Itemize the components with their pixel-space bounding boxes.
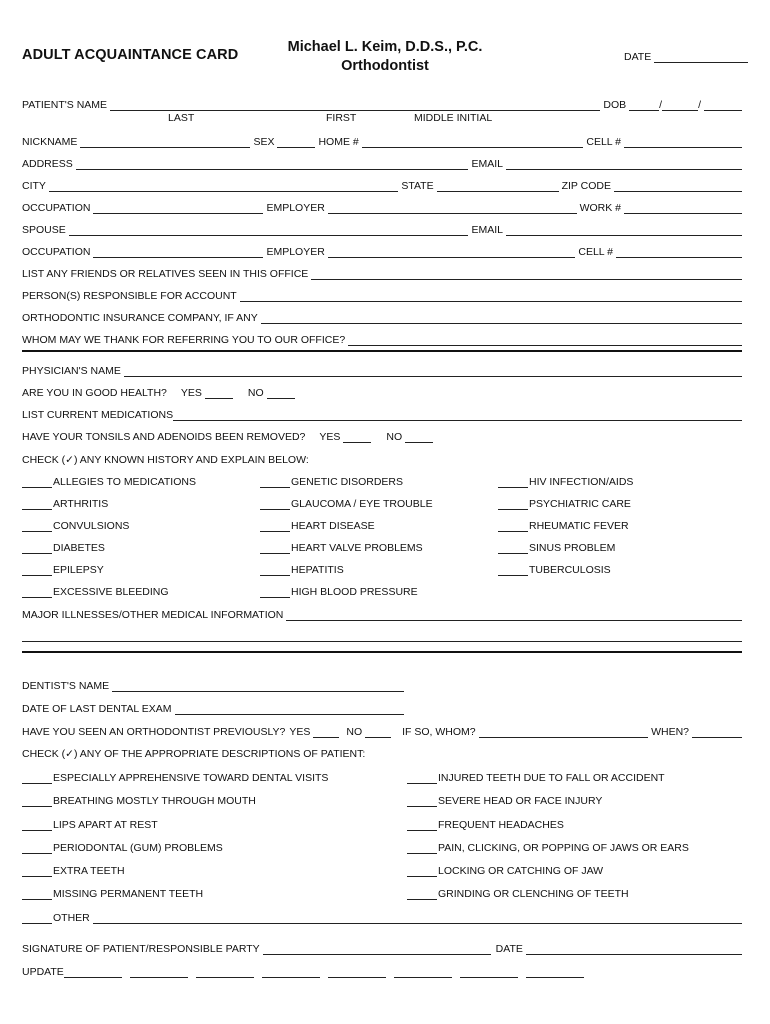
spouse-occupation-row — [22, 244, 742, 258]
dentist-row — [22, 678, 404, 692]
dob-slash-2: / — [698, 99, 701, 111]
update-line-7[interactable] — [460, 967, 518, 978]
orthodontist-whom-line[interactable] — [479, 727, 648, 738]
history-instructions-row — [22, 452, 742, 466]
zip-label: ZIP CODE — [561, 180, 611, 192]
friends-label: LIST ANY FRIENDS OR RELATIVES SEEN IN THIS OFFICE — [22, 268, 309, 280]
city-line[interactable] — [49, 181, 398, 192]
work-phone-line[interactable] — [624, 203, 742, 214]
description-check-line[interactable] — [22, 889, 52, 900]
condition-item — [260, 496, 433, 510]
patient-name-row — [22, 97, 742, 111]
description-item — [22, 886, 203, 900]
sub-label-middle: MIDDLE INITIAL — [414, 112, 493, 124]
spouse-cell-label: CELL # — [578, 246, 613, 258]
condition-check-line[interactable] — [22, 521, 52, 532]
city-row — [22, 178, 742, 192]
condition-check-line[interactable] — [22, 543, 52, 554]
condition-label: HIGH BLOOD PRESSURE — [291, 586, 418, 598]
referral-row — [22, 332, 742, 346]
spouse-row — [22, 222, 742, 236]
insurance-label: ORTHODONTIC INSURANCE COMPANY, IF ANY — [22, 312, 258, 324]
patient-name-label: PATIENT'S NAME — [22, 99, 108, 111]
description-check-line[interactable] — [407, 843, 437, 854]
update-line-4[interactable] — [262, 967, 320, 978]
tonsils-no-label: NO — [386, 431, 403, 443]
description-item — [407, 793, 602, 807]
condition-label: HIV INFECTION/AIDS — [529, 476, 634, 488]
description-label: LOCKING OR CATCHING OF JAW — [438, 865, 604, 877]
description-label: FREQUENT HEADACHES — [438, 819, 564, 831]
last-exam-label: DATE OF LAST DENTAL EXAM — [22, 703, 172, 715]
signature-row — [22, 941, 742, 955]
orthodontist-no-label: NO — [346, 726, 363, 738]
nickname-line[interactable] — [80, 137, 250, 148]
condition-label: TUBERCULOSIS — [529, 564, 611, 576]
description-check-line[interactable] — [407, 796, 437, 807]
condition-check-line[interactable] — [260, 477, 290, 488]
dob-slash-1: / — [659, 99, 663, 111]
description-item — [22, 863, 125, 877]
cell-phone-label: CELL # — [586, 136, 621, 148]
condition-item — [22, 562, 104, 576]
description-check-line[interactable] — [22, 843, 52, 854]
dob-label: DOB — [603, 99, 627, 111]
condition-check-line[interactable] — [498, 565, 528, 576]
condition-check-line[interactable] — [498, 499, 528, 510]
condition-label: RHEUMATIC FEVER — [529, 520, 629, 532]
condition-check-line[interactable] — [22, 587, 52, 598]
condition-check-line[interactable] — [22, 499, 52, 510]
employer-label: EMPLOYER — [266, 202, 325, 214]
physician-line[interactable] — [124, 366, 742, 377]
condition-check-line[interactable] — [260, 499, 290, 510]
insurance-line[interactable] — [261, 313, 742, 324]
condition-check-line[interactable] — [260, 521, 290, 532]
other-line[interactable] — [93, 913, 742, 924]
major-illness-row — [22, 607, 742, 621]
condition-check-line[interactable] — [260, 587, 290, 598]
orthodontist-row — [22, 724, 742, 738]
description-check-line[interactable] — [22, 866, 52, 877]
email-line[interactable] — [506, 159, 742, 170]
spouse-employer-line[interactable] — [328, 247, 576, 258]
condition-item — [498, 474, 633, 488]
tonsils-row — [22, 429, 742, 443]
cell-phone-line[interactable] — [624, 137, 742, 148]
condition-label: EPILEPSY — [53, 564, 104, 576]
home-phone-line[interactable] — [362, 137, 584, 148]
description-item — [22, 817, 158, 831]
date-input-line[interactable] — [654, 52, 748, 63]
major-illness-extra-line[interactable] — [22, 641, 742, 642]
other-row — [22, 910, 742, 924]
description-item — [22, 793, 256, 807]
good-health-label: ARE YOU IN GOOD HEALTH? — [22, 387, 167, 399]
update-line-2[interactable] — [130, 967, 188, 978]
dentist-label: DENTIST'S NAME — [22, 680, 110, 692]
form-title: ADULT ACQUAINTANCE CARD — [22, 47, 239, 63]
dob-year-line[interactable] — [704, 100, 742, 111]
date-label: DATE — [624, 51, 652, 63]
description-label: PAIN, CLICKING, OR POPPING OF JAWS OR EARS — [438, 842, 689, 854]
description-item — [407, 886, 629, 900]
nickname-row — [22, 134, 742, 148]
description-check-line[interactable] — [407, 866, 437, 877]
condition-check-line[interactable] — [260, 543, 290, 554]
orthodontist-yes-label: YES — [289, 726, 311, 738]
condition-label: EXCESSIVE BLEEDING — [53, 586, 169, 598]
referral-label: WHOM MAY WE THANK FOR REFERRING YOU TO OUR OFFICE? — [22, 334, 346, 346]
medications-label: LIST CURRENT MEDICATIONS — [22, 409, 174, 421]
condition-check-line[interactable] — [22, 565, 52, 576]
sex-line[interactable] — [277, 137, 315, 148]
description-check-line[interactable] — [22, 796, 52, 807]
description-label: ESPECIALLY APPREHENSIVE TOWARD DENTAL VISITS — [53, 772, 329, 784]
description-item — [407, 840, 689, 854]
orthodontist-yes-line[interactable] — [313, 727, 339, 738]
good-health-no-line[interactable] — [267, 388, 295, 399]
description-label: BREATHING MOSTLY THROUGH MOUTH — [53, 795, 256, 807]
description-item — [407, 863, 603, 877]
major-illness-line[interactable] — [286, 610, 742, 621]
section-divider-2 — [22, 651, 742, 653]
description-label: MISSING PERMANENT TEETH — [53, 888, 204, 900]
spouse-occupation-label: OCCUPATION — [22, 246, 91, 258]
spouse-employer-label: EMPLOYER — [266, 246, 325, 258]
zip-line[interactable] — [614, 181, 742, 192]
patient-name-line[interactable] — [110, 100, 600, 111]
description-label: SEVERE HEAD OR FACE INJURY — [438, 795, 603, 807]
condition-label: HEPATITIS — [291, 564, 344, 576]
friends-row — [22, 266, 742, 280]
responsible-line[interactable] — [240, 291, 742, 302]
insurance-row — [22, 310, 742, 324]
update-line-6[interactable] — [394, 967, 452, 978]
good-health-no-label: NO — [247, 387, 264, 399]
sub-label-last: LAST — [168, 112, 195, 124]
spouse-occupation-line[interactable] — [93, 247, 263, 258]
condition-item — [260, 518, 375, 532]
condition-item — [498, 496, 631, 510]
doctor-name: Michael L. Keim, D.D.S., P.C. — [287, 39, 483, 55]
condition-item — [498, 540, 615, 554]
condition-item — [22, 540, 105, 554]
description-item — [407, 770, 665, 784]
history-check-label: CHECK (✓) ANY KNOWN HISTORY AND EXPLAIN BELOW: — [22, 454, 309, 466]
occupation-row — [22, 200, 742, 214]
condition-label: CONVULSIONS — [53, 520, 130, 532]
referral-line[interactable] — [348, 335, 742, 346]
last-exam-row — [22, 701, 404, 715]
signature-label: SIGNATURE OF PATIENT/RESPONSIBLE PARTY — [22, 943, 260, 955]
last-exam-line[interactable] — [175, 704, 404, 715]
friends-line[interactable] — [311, 269, 742, 280]
condition-item — [22, 584, 169, 598]
other-label: OTHER — [53, 912, 90, 924]
state-line[interactable] — [437, 181, 559, 192]
condition-item — [260, 584, 418, 598]
condition-check-line[interactable] — [498, 543, 528, 554]
good-health-yes-label: YES — [180, 387, 202, 399]
spouse-line[interactable] — [69, 225, 469, 236]
update-line-8[interactable] — [526, 967, 584, 978]
tonsils-label: HAVE YOUR TONSILS AND ADENOIDS BEEN REMOVED? — [22, 431, 306, 443]
description-label: EXTRA TEETH — [53, 865, 125, 877]
employer-line[interactable] — [328, 203, 577, 214]
condition-item — [260, 562, 344, 576]
description-item — [407, 817, 564, 831]
description-label: INJURED TEETH DUE TO FALL OR ACCIDENT — [438, 772, 665, 784]
orthodontist-when-line[interactable] — [692, 727, 742, 738]
major-illness-label: MAJOR ILLNESSES/OTHER MEDICAL INFORMATION — [22, 609, 284, 621]
orthodontist-no-line[interactable] — [365, 727, 391, 738]
medications-line[interactable] — [173, 410, 742, 421]
description-label: GRINDING OR CLENCHING OF TEETH — [438, 888, 629, 900]
responsible-label: PERSON(S) RESPONSIBLE FOR ACCOUNT — [22, 290, 237, 302]
occupation-line[interactable] — [93, 203, 263, 214]
tonsils-yes-label: YES — [319, 431, 341, 443]
address-row — [22, 156, 742, 170]
city-label: CITY — [22, 180, 46, 192]
condition-label: DIABETES — [53, 542, 105, 554]
description-check-line[interactable] — [22, 773, 52, 784]
condition-label: HEART DISEASE — [291, 520, 375, 532]
tonsils-yes-line[interactable] — [343, 432, 371, 443]
condition-item — [22, 496, 108, 510]
responsible-row — [22, 288, 742, 302]
condition-item — [22, 474, 196, 488]
condition-check-line[interactable] — [498, 477, 528, 488]
dentist-line[interactable] — [112, 681, 404, 692]
tonsils-no-line[interactable] — [405, 432, 433, 443]
good-health-yes-line[interactable] — [205, 388, 233, 399]
good-health-row — [22, 385, 742, 399]
orthodontist-label: HAVE YOU SEEN AN ORTHODONTIST PREVIOUSLY? — [22, 726, 286, 738]
update-line-5[interactable] — [328, 967, 386, 978]
descriptions-instructions-row — [22, 746, 742, 760]
spouse-email-label: EMAIL — [471, 224, 503, 236]
signature-line[interactable] — [263, 944, 491, 955]
sex-label: SEX — [253, 136, 275, 148]
description-check-line[interactable] — [22, 820, 52, 831]
other-check-line[interactable] — [22, 913, 52, 924]
condition-label: GENETIC DISORDERS — [291, 476, 404, 488]
description-check-line[interactable] — [407, 889, 437, 900]
update-line-3[interactable] — [196, 967, 254, 978]
condition-item — [260, 474, 403, 488]
address-line[interactable] — [76, 159, 469, 170]
description-check-line[interactable] — [407, 773, 437, 784]
physician-label: PHYSICIAN'S NAME — [22, 365, 121, 377]
form-date-field — [624, 49, 748, 63]
medications-row — [22, 407, 742, 421]
update-label: UPDATE — [22, 966, 64, 978]
orthodontist-when-label: WHEN? — [651, 726, 689, 738]
condition-label: GLAUCOMA / EYE TROUBLE — [291, 498, 433, 510]
email-label: EMAIL — [471, 158, 503, 170]
condition-item — [498, 518, 629, 532]
condition-label: HEART VALVE PROBLEMS — [291, 542, 423, 554]
condition-item — [22, 518, 129, 532]
description-item — [22, 770, 328, 784]
condition-label: PSYCHIATRIC CARE — [529, 498, 631, 510]
spouse-label: SPOUSE — [22, 224, 66, 236]
state-label: STATE — [401, 180, 434, 192]
update-line-1[interactable] — [64, 967, 122, 978]
description-label: PERIODONTAL (GUM) PROBLEMS — [53, 842, 223, 854]
description-check-line[interactable] — [407, 820, 437, 831]
spouse-email-line[interactable] — [506, 225, 742, 236]
descriptions-check-label: CHECK (✓) ANY OF THE APPROPRIATE DESCRIPTIONS OF PATIENT: — [22, 748, 366, 760]
doctor-title: Orthodontist — [341, 58, 429, 74]
home-phone-label: HOME # — [318, 136, 359, 148]
condition-label: SINUS PROBLEM — [529, 542, 616, 554]
condition-item — [498, 562, 611, 576]
description-label: LIPS APART AT REST — [53, 819, 158, 831]
address-label: ADDRESS — [22, 158, 73, 170]
physician-row — [22, 363, 742, 377]
signature-date-line[interactable] — [526, 944, 742, 955]
work-phone-label: WORK # — [579, 202, 621, 214]
description-item — [22, 840, 223, 854]
condition-label: ARTHRITIS — [53, 498, 109, 510]
sub-label-first: FIRST — [326, 112, 357, 124]
condition-label: ALLEGIES TO MEDICATIONS — [53, 476, 196, 488]
dob-month-line[interactable] — [629, 100, 659, 111]
orthodontist-whom-label: IF SO, WHOM? — [402, 726, 476, 738]
condition-item — [260, 540, 423, 554]
condition-check-line[interactable] — [22, 477, 52, 488]
section-divider-1 — [22, 350, 742, 352]
dob-day-line[interactable] — [662, 100, 698, 111]
nickname-label: NICKNAME — [22, 136, 78, 148]
spouse-cell-line[interactable] — [616, 247, 742, 258]
signature-date-label: DATE — [495, 943, 523, 955]
condition-check-line[interactable] — [260, 565, 290, 576]
condition-check-line[interactable] — [498, 521, 528, 532]
practice-header — [240, 38, 530, 76]
update-row — [22, 964, 742, 978]
occupation-label: OCCUPATION — [22, 202, 91, 214]
